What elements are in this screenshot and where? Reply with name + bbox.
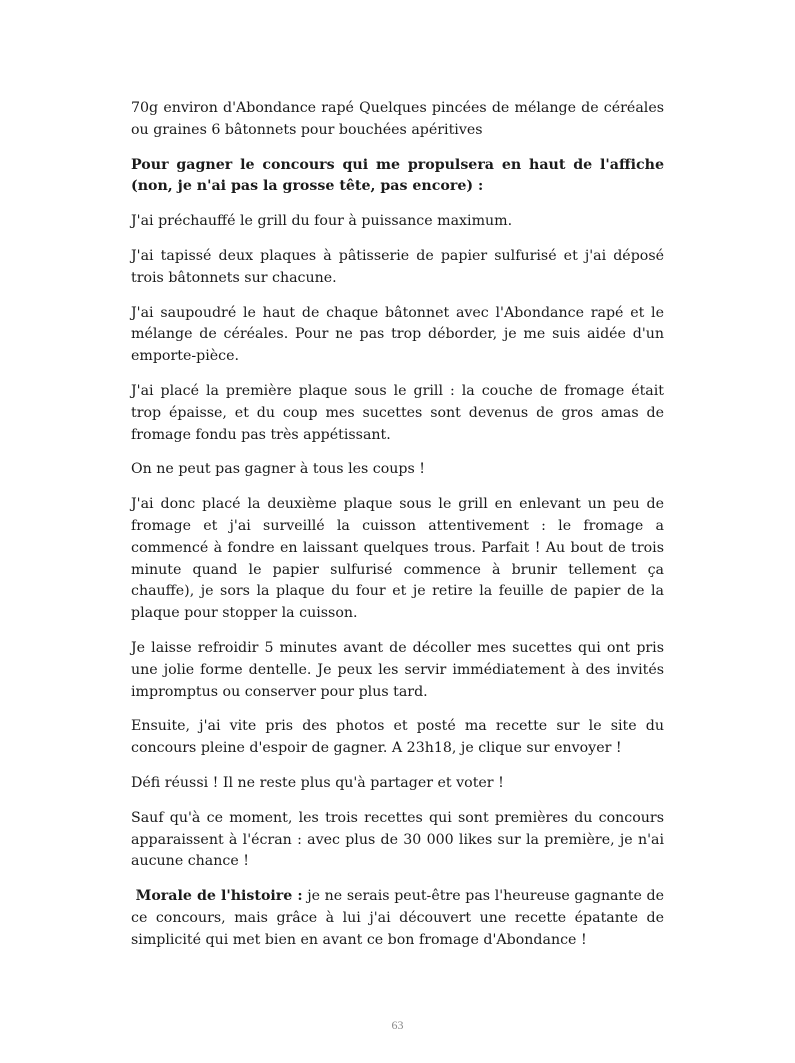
step-paragraph: J'ai préchauffé le grill du four à puissance maximum. — [131, 213, 513, 230]
step-paragraph: Je laisse refroidir 5 minutes avant de décoller mes sucettes qui ont pris une jolie forme dentelle. Je peux les servir immédiatement à des invités impromptus ou conserver pour plus tard. — [131, 639, 664, 700]
step-paragraph: Défi réussi ! Il ne reste plus qu'à partager et voter ! — [131, 774, 504, 791]
step-paragraph: J'ai tapissé deux plaques à pâtisserie de papier sulfurisé et j'ai déposé trois bâtonnets sur chacune. — [131, 247, 664, 286]
moral-paragraph — [131, 886, 664, 951]
step-paragraph: J'ai donc placé la deuxième plaque sous le grill en enlevant un peu de fromage et j'ai surveillé la cuisson attentivement : le fromage a commencé à fondre en laissant quelques trous. Parfait ! Au bout de trois minute quand le papier sulfurisé commence à brunir tellement ça chauffe), je sors la plaque du four et je retire la feuille de papier de la plaque pour stopper la cuisson. — [131, 496, 664, 622]
moral-text: je ne serais peut-être pas l'heureuse gagnante de ce concours, mais grâce à lui j'ai découvert une recette épatante de simplicité qui met bien en avant ce bon fromage d'Abondance ! — [131, 888, 664, 948]
step-paragraph: J'ai placé la première plaque sous le grill : la couche de fromage était trop épaisse, et du coup mes sucettes sont devenus de gros amas de fromage fondu pas très appétissant. — [131, 382, 664, 443]
moral-label: Morale de l'histoire : — [135, 888, 303, 905]
step-paragraph: J'ai saupoudré le haut de chaque bâtonnet avec l'Abondance rapé et le mélange de céréales. Pour ne pas trop déborder, je me suis aidée d'un emporte-pièce. — [131, 304, 664, 365]
step-paragraph: On ne peut pas gagner à tous les coups ! — [131, 461, 425, 478]
page-number: 63 — [391, 1018, 404, 1032]
contest-heading: Pour gagner le concours qui me propulsera en haut de l'affiche (non, je n'ai pas la grosse tête, pas encore) : — [131, 156, 664, 195]
ingredients-paragraph: 70g environ d'Abondance rapé Quelques pincées de mélange de céréales ou graines 6 bâtonnets pour bouchées apéritives — [131, 100, 664, 138]
body-text — [131, 98, 664, 965]
step-paragraph: Sauf qu'à ce moment, les trois recettes qui sont premières du concours apparaissent à l'écran : avec plus de 30 000 likes sur la première, je n'ai aucune chance ! — [131, 809, 664, 870]
step-paragraph: Ensuite, j'ai vite pris des photos et posté ma recette sur le site du concours pleine d'espoir de gagner. A 23h18, je clique sur envoyer ! — [131, 718, 664, 757]
